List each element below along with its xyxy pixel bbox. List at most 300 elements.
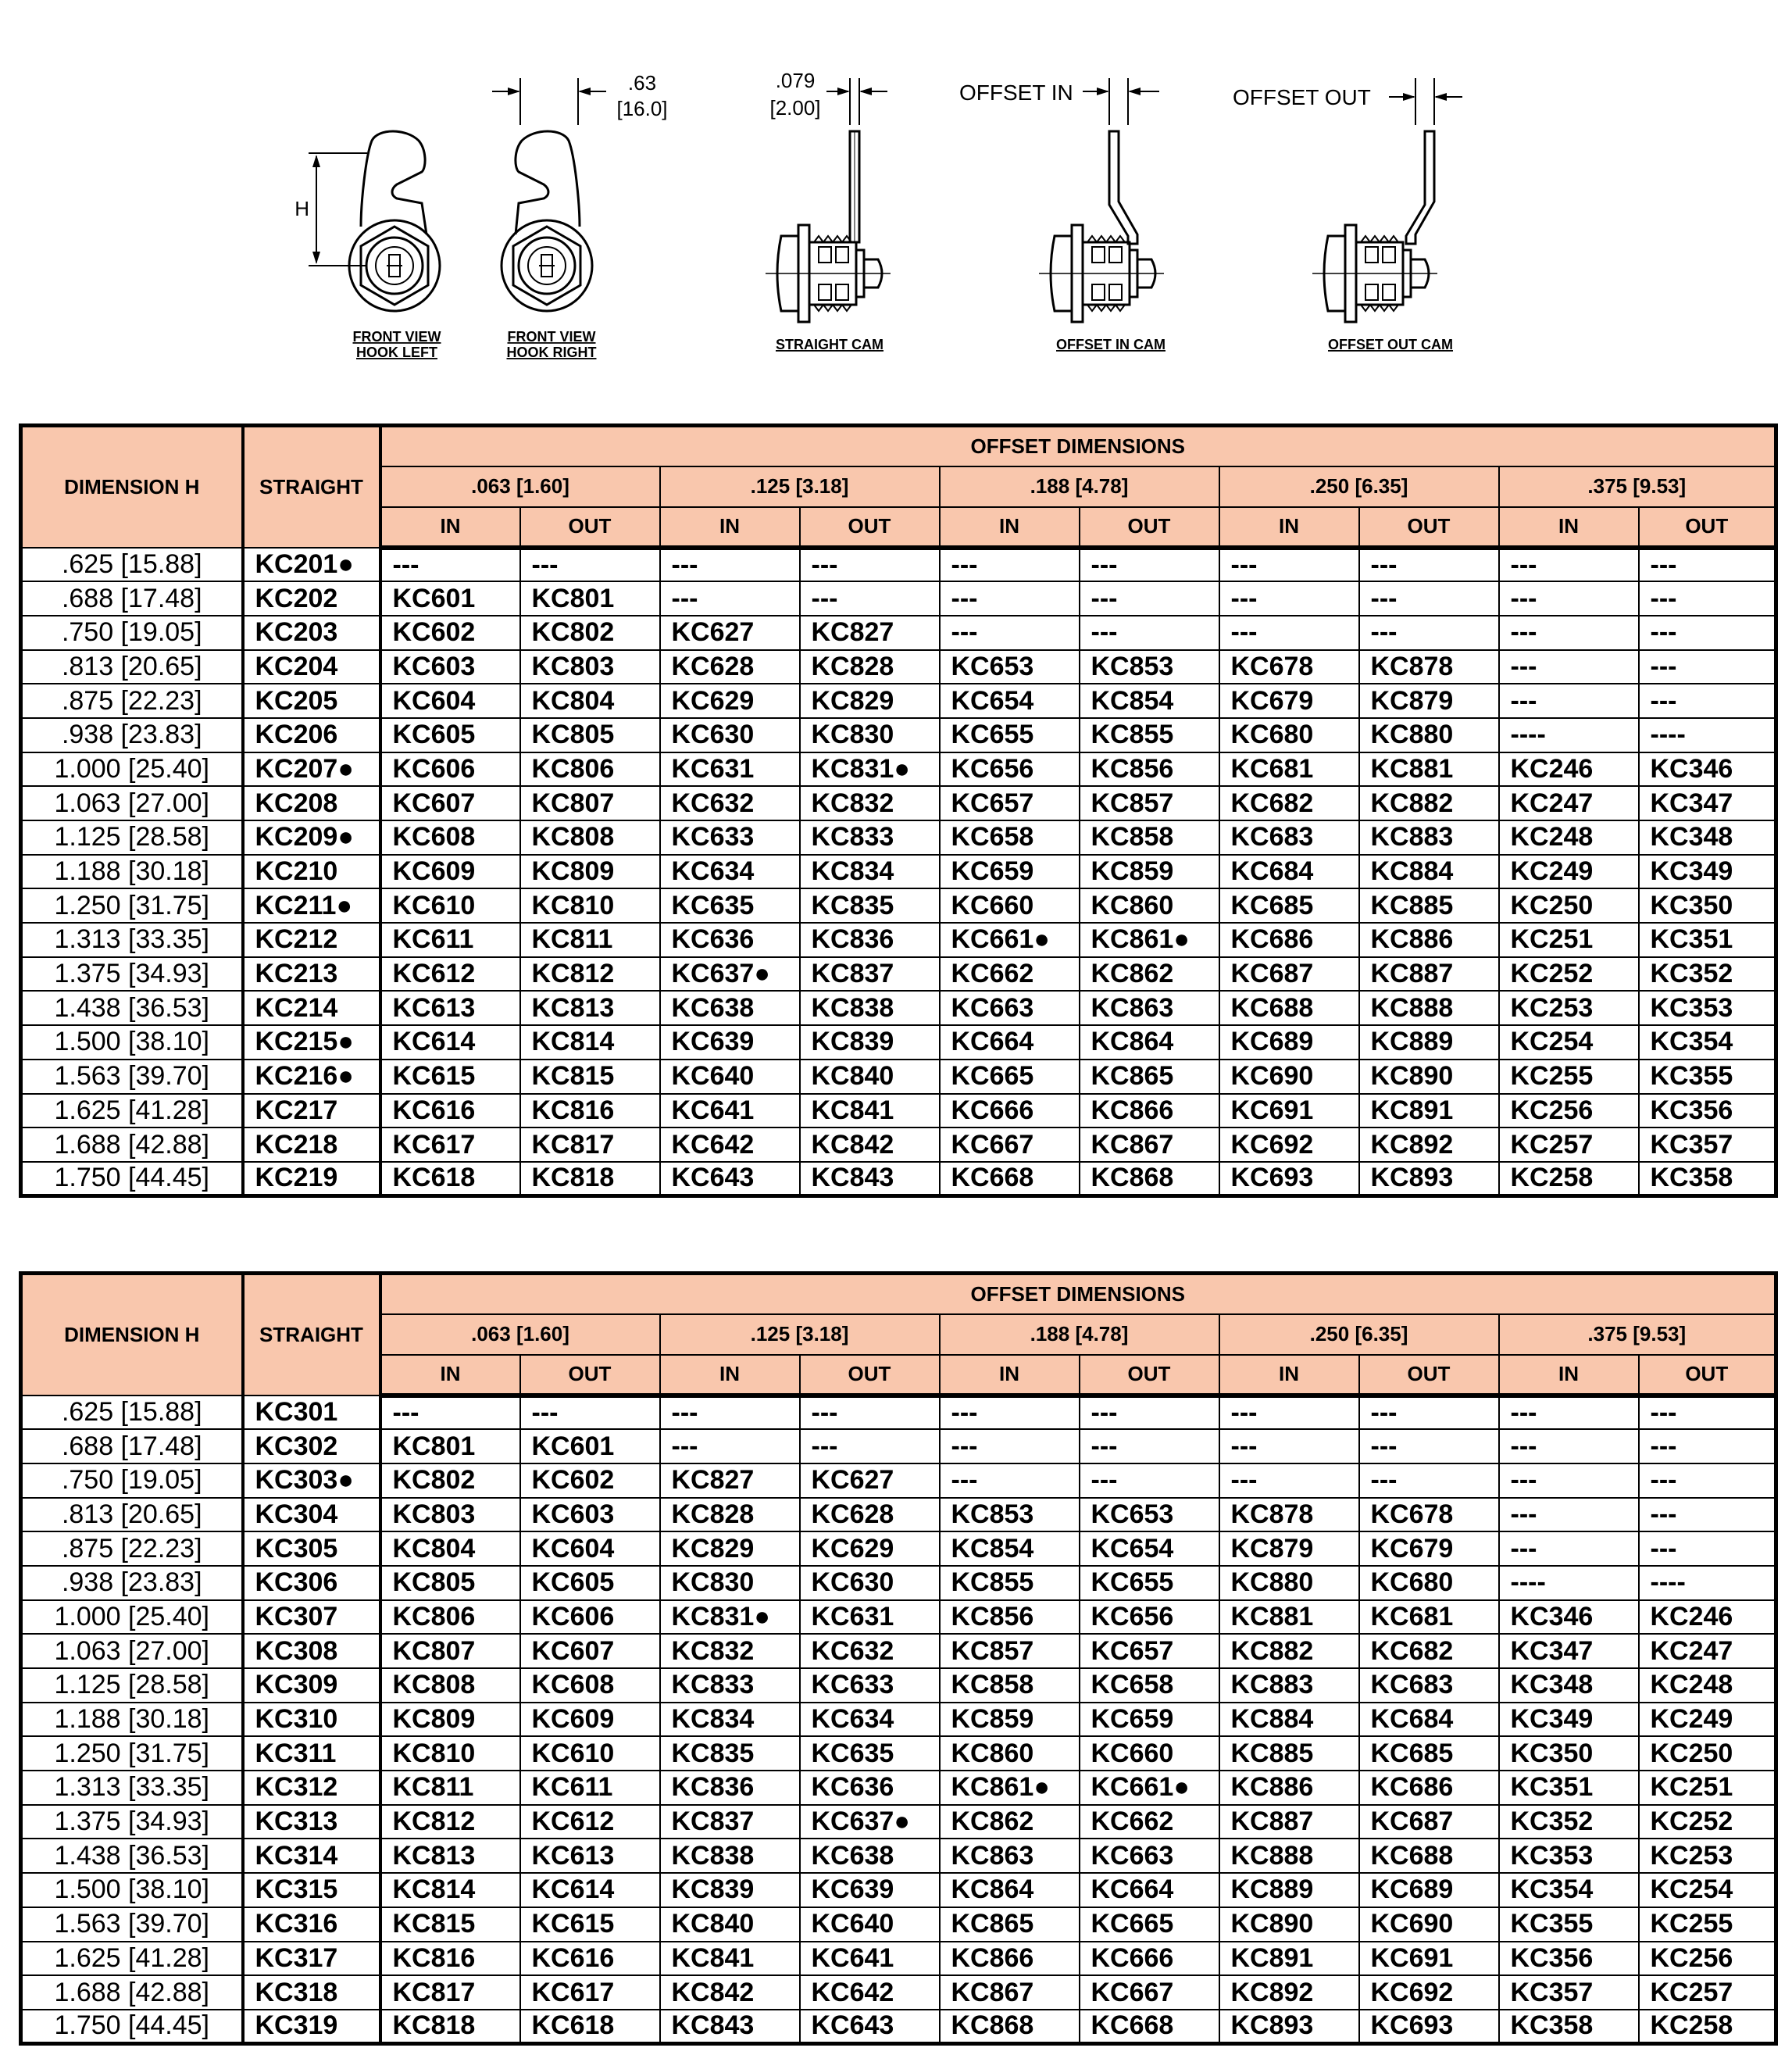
offset-part-cell: KC668 xyxy=(940,1162,1080,1196)
header-in: IN xyxy=(1219,507,1359,548)
offset-in-cam-drawing xyxy=(1039,78,1164,322)
offset-part-cell: KC618 xyxy=(520,2010,660,2044)
offset-part-cell: KC867 xyxy=(1080,1127,1219,1162)
offset-part-cell: --- xyxy=(1639,684,1776,718)
offset-part-cell: KC882 xyxy=(1359,786,1499,820)
caption-offset-out-cam: OFFSET OUT CAM xyxy=(1328,337,1453,352)
offset-part-cell: KC805 xyxy=(520,718,660,752)
dimension-h-cell: .625 [15.88] xyxy=(21,548,243,582)
offset-part-cell: KC358 xyxy=(1639,1162,1776,1196)
header-out: OUT xyxy=(1080,507,1219,548)
offset-part-cell: KC251 xyxy=(1499,923,1639,957)
offset-part-cell: KC247 xyxy=(1639,1634,1776,1668)
dimension-h-cell: .938 [23.83] xyxy=(21,718,243,752)
offset-part-cell: KC604 xyxy=(380,684,520,718)
offset-part-cell: KC853 xyxy=(940,1498,1080,1532)
table-row xyxy=(21,1668,1776,1703)
offset-part-cell: KC862 xyxy=(940,1805,1080,1839)
offset-part-cell: KC810 xyxy=(520,888,660,923)
header-out: OUT xyxy=(1639,507,1776,548)
offset-part-cell: KC680 xyxy=(1359,1566,1499,1600)
offset-part-cell: KC814 xyxy=(520,1025,660,1060)
offset-part-cell: --- xyxy=(660,581,800,616)
offset-part-cell: --- xyxy=(940,1463,1080,1498)
offset-part-cell: KC666 xyxy=(940,1094,1080,1128)
offset-part-cell: KC864 xyxy=(940,1873,1080,1907)
header-out: OUT xyxy=(1359,1355,1499,1396)
offset-part-cell: KC608 xyxy=(520,1668,660,1703)
table-row xyxy=(21,855,1776,889)
offset-part-cell: KC881 xyxy=(1219,1600,1359,1635)
offset-part-cell: KC615 xyxy=(380,1060,520,1094)
dimension-h-cell: .813 [20.65] xyxy=(21,1498,243,1532)
offset-part-cell: KC249 xyxy=(1639,1703,1776,1737)
table-row xyxy=(21,1463,1776,1498)
offset-part-cell: KC661● xyxy=(1080,1771,1219,1805)
offset-part-cell: KC842 xyxy=(660,1975,800,2010)
offset-part-cell: KC802 xyxy=(380,1463,520,1498)
header-straight: STRAIGHT xyxy=(243,1274,380,1396)
offset-part-cell: --- xyxy=(520,1396,660,1430)
offset-part-cell: KC605 xyxy=(520,1566,660,1600)
table-row xyxy=(21,752,1776,787)
table-row xyxy=(21,581,1776,616)
offset-part-cell: KC659 xyxy=(940,855,1080,889)
front-view-hook-right-drawing xyxy=(492,78,606,311)
offset-part-cell: KC833 xyxy=(800,820,940,855)
table-row xyxy=(21,1531,1776,1566)
offset-part-cell: KC629 xyxy=(660,684,800,718)
header-out: OUT xyxy=(520,507,660,548)
offset-part-cell: KC810 xyxy=(380,1736,520,1771)
offset-part-cell: --- xyxy=(1080,616,1219,650)
caption-offset-in-cam: OFFSET IN CAM xyxy=(1056,337,1166,352)
offset-part-cell: --- xyxy=(1359,1429,1499,1463)
offset-part-cell: KC610 xyxy=(380,888,520,923)
offset-part-cell: KC346 xyxy=(1639,752,1776,787)
offset-part-cell: KC246 xyxy=(1499,752,1639,787)
offset-part-cell: KC864 xyxy=(1080,1025,1219,1060)
offset-part-cell: KC890 xyxy=(1359,1060,1499,1094)
dimension-h-label: H xyxy=(295,197,309,220)
offset-part-cell: KC618 xyxy=(380,1162,520,1196)
offset-part-cell: KC683 xyxy=(1219,820,1359,855)
offset-part-cell: KC818 xyxy=(520,1162,660,1196)
offset-part-cell: --- xyxy=(800,581,940,616)
table-row xyxy=(21,1771,1776,1805)
table-row xyxy=(21,2010,1776,2044)
offset-part-cell: KC611 xyxy=(380,923,520,957)
offset-part-cell: KC802 xyxy=(520,616,660,650)
offset-part-cell: KC854 xyxy=(940,1531,1080,1566)
offset-part-cell: KC803 xyxy=(520,650,660,684)
offset-part-cell: KC830 xyxy=(660,1566,800,1600)
offset-part-cell: KC253 xyxy=(1639,1839,1776,1873)
header-offset-125: .125 [3.18] xyxy=(660,466,940,507)
table-row xyxy=(21,1060,1776,1094)
offset-part-cell: --- xyxy=(1639,1531,1776,1566)
dimension-h-cell: 1.750 [44.45] xyxy=(21,1162,243,1196)
offset-part-cell: KC856 xyxy=(1080,752,1219,787)
offset-part-cell: --- xyxy=(1080,581,1219,616)
dimension-h-cell: 1.375 [34.93] xyxy=(21,957,243,992)
header-offset-125: .125 [3.18] xyxy=(660,1314,940,1355)
offset-part-cell: --- xyxy=(1359,548,1499,582)
dimension-h-cell: 1.250 [31.75] xyxy=(21,1736,243,1771)
offset-part-cell: KC878 xyxy=(1219,1498,1359,1532)
offset-part-cell: KC679 xyxy=(1359,1531,1499,1566)
offset-part-cell: KC858 xyxy=(1080,820,1219,855)
dimension-h-cell: 1.500 [38.10] xyxy=(21,1873,243,1907)
straight-part-cell: KC211● xyxy=(243,888,380,923)
header-in: IN xyxy=(940,507,1080,548)
offset-part-cell: KC616 xyxy=(520,1942,660,1976)
offset-part-cell: KC689 xyxy=(1359,1873,1499,1907)
offset-part-cell: KC617 xyxy=(520,1975,660,2010)
offset-part-cell: KC841 xyxy=(660,1942,800,1976)
offset-part-cell: ---- xyxy=(1639,718,1776,752)
offset-part-cell: KC682 xyxy=(1359,1634,1499,1668)
header-out: OUT xyxy=(1639,1355,1776,1396)
offset-part-cell: --- xyxy=(1499,1531,1639,1566)
offset-part-cell: KC613 xyxy=(380,991,520,1025)
offset-part-cell: KC815 xyxy=(380,1907,520,1942)
offset-part-cell: KC863 xyxy=(1080,991,1219,1025)
offset-part-cell: KC839 xyxy=(660,1873,800,1907)
offset-part-cell: KC656 xyxy=(1080,1600,1219,1635)
header-offset-dimensions: OFFSET DIMENSIONS xyxy=(380,1274,1776,1314)
offset-part-cell: KC654 xyxy=(1080,1531,1219,1566)
offset-part-cell: KC642 xyxy=(660,1127,800,1162)
offset-part-cell: KC605 xyxy=(380,718,520,752)
table-row xyxy=(21,1907,1776,1942)
offset-part-cell: KC863 xyxy=(940,1839,1080,1873)
offset-part-cell: --- xyxy=(940,581,1080,616)
straight-part-cell: KC314 xyxy=(243,1839,380,1873)
offset-part-cell: KC684 xyxy=(1219,855,1359,889)
offset-part-cell: KC692 xyxy=(1359,1975,1499,2010)
offset-part-cell: KC682 xyxy=(1219,786,1359,820)
cam-thickness-mm-label: [2.00] xyxy=(769,96,821,120)
straight-part-cell: KC309 xyxy=(243,1668,380,1703)
offset-part-cell: KC882 xyxy=(1219,1634,1359,1668)
table-row xyxy=(21,923,1776,957)
offset-part-cell: KC637● xyxy=(800,1805,940,1839)
offset-part-cell: KC866 xyxy=(1080,1094,1219,1128)
offset-part-cell: --- xyxy=(660,1429,800,1463)
offset-part-cell: KC836 xyxy=(660,1771,800,1805)
offset-part-cell: --- xyxy=(1499,684,1639,718)
straight-part-cell: KC304 xyxy=(243,1498,380,1532)
offset-part-cell: KC841 xyxy=(800,1094,940,1128)
offset-part-cell: --- xyxy=(380,548,520,582)
offset-part-cell: KC687 xyxy=(1219,957,1359,992)
dimension-h-cell: .875 [22.23] xyxy=(21,684,243,718)
offset-part-cell: KC816 xyxy=(380,1942,520,1976)
dimension-h-cell: 1.313 [33.35] xyxy=(21,1771,243,1805)
offset-part-cell: KC817 xyxy=(520,1127,660,1162)
offset-part-cell: KC351 xyxy=(1639,923,1776,957)
offset-part-cell: --- xyxy=(1499,1429,1639,1463)
straight-part-cell: KC303● xyxy=(243,1463,380,1498)
offset-part-cell: KC880 xyxy=(1359,718,1499,752)
offset-out-label: OFFSET OUT xyxy=(1233,85,1371,109)
table-row xyxy=(21,1094,1776,1128)
offset-part-cell: --- xyxy=(800,548,940,582)
offset-part-cell: KC893 xyxy=(1219,2010,1359,2044)
offset-part-cell: KC685 xyxy=(1359,1736,1499,1771)
offset-part-cell: ---- xyxy=(1499,718,1639,752)
offset-part-cell: KC867 xyxy=(940,1975,1080,2010)
offset-part-cell: --- xyxy=(520,548,660,582)
offset-part-cell: KC839 xyxy=(800,1025,940,1060)
straight-part-cell: KC214 xyxy=(243,991,380,1025)
offset-part-cell: --- xyxy=(1499,616,1639,650)
offset-part-cell: KC667 xyxy=(940,1127,1080,1162)
offset-part-cell: KC612 xyxy=(380,957,520,992)
header-out: OUT xyxy=(800,507,940,548)
offset-part-cell: KC837 xyxy=(660,1805,800,1839)
offset-part-cell: KC855 xyxy=(1080,718,1219,752)
offset-part-cell: KC893 xyxy=(1359,1162,1499,1196)
offset-part-cell: KC352 xyxy=(1499,1805,1639,1839)
offset-part-cell: KC843 xyxy=(660,2010,800,2044)
offset-part-cell: KC688 xyxy=(1359,1839,1499,1873)
offset-part-cell: KC629 xyxy=(800,1531,940,1566)
offset-part-cell: KC884 xyxy=(1219,1703,1359,1737)
offset-part-cell: KC686 xyxy=(1359,1771,1499,1805)
offset-part-cell: KC834 xyxy=(800,855,940,889)
offset-part-cell: KC643 xyxy=(660,1162,800,1196)
offset-part-cell: KC878 xyxy=(1359,650,1499,684)
dimension-h-cell: .688 [17.48] xyxy=(21,1429,243,1463)
offset-part-cell: KC885 xyxy=(1359,888,1499,923)
offset-part-cell: KC611 xyxy=(520,1771,660,1805)
offset-part-cell: KC886 xyxy=(1359,923,1499,957)
offset-part-cell: KC883 xyxy=(1359,820,1499,855)
straight-part-cell: KC203 xyxy=(243,616,380,650)
offset-part-cell: KC662 xyxy=(1080,1805,1219,1839)
offset-part-cell: KC257 xyxy=(1499,1127,1639,1162)
table-row xyxy=(21,1634,1776,1668)
offset-part-cell: KC604 xyxy=(520,1531,660,1566)
offset-part-cell: KC666 xyxy=(1080,1942,1219,1976)
offset-part-cell: KC816 xyxy=(520,1094,660,1128)
dimension-h-cell: .750 [19.05] xyxy=(21,616,243,650)
offset-part-cell: --- xyxy=(1499,1463,1639,1498)
offset-part-cell: KC842 xyxy=(800,1127,940,1162)
offset-part-cell: KC628 xyxy=(660,650,800,684)
offset-part-cell: KC690 xyxy=(1359,1907,1499,1942)
offset-part-cell: KC655 xyxy=(940,718,1080,752)
offset-part-cell: KC603 xyxy=(520,1498,660,1532)
offset-part-cell: KC632 xyxy=(800,1634,940,1668)
offset-part-cell: --- xyxy=(1080,1429,1219,1463)
offset-part-cell: KC879 xyxy=(1219,1531,1359,1566)
offset-part-cell: KC258 xyxy=(1499,1162,1639,1196)
offset-part-cell: KC355 xyxy=(1499,1907,1639,1942)
offset-part-cell: KC678 xyxy=(1359,1498,1499,1532)
table-row xyxy=(21,1839,1776,1873)
offset-part-cell: KC886 xyxy=(1219,1771,1359,1805)
dimension-h-cell: 1.500 [38.10] xyxy=(21,1025,243,1060)
offset-part-cell: KC812 xyxy=(520,957,660,992)
straight-part-cell: KC217 xyxy=(243,1094,380,1128)
offset-part-cell: KC883 xyxy=(1219,1668,1359,1703)
offset-part-cell: KC356 xyxy=(1639,1094,1776,1128)
dimension-h-cell: .938 [23.83] xyxy=(21,1566,243,1600)
offset-part-cell: KC659 xyxy=(1080,1703,1219,1737)
table-row xyxy=(21,1873,1776,1907)
straight-part-cell: KC301 xyxy=(243,1396,380,1430)
offset-part-cell: KC348 xyxy=(1499,1668,1639,1703)
offset-part-cell: KC357 xyxy=(1639,1127,1776,1162)
offset-part-cell: KC680 xyxy=(1219,718,1359,752)
offset-part-cell: KC613 xyxy=(520,1839,660,1873)
dimension-h-cell: 1.563 [39.70] xyxy=(21,1060,243,1094)
offset-part-cell: --- xyxy=(1080,1463,1219,1498)
table-row xyxy=(21,1162,1776,1196)
offset-part-cell: KC838 xyxy=(800,991,940,1025)
offset-part-cell: KC681 xyxy=(1219,752,1359,787)
straight-part-cell: KC319 xyxy=(243,2010,380,2044)
offset-part-cell: KC349 xyxy=(1639,855,1776,889)
offset-part-cell: --- xyxy=(1639,1396,1776,1430)
dimension-h-cell: 1.688 [42.88] xyxy=(21,1127,243,1162)
offset-part-cell: KC880 xyxy=(1219,1566,1359,1600)
offset-part-cell: --- xyxy=(660,1396,800,1430)
offset-part-cell: KC865 xyxy=(1080,1060,1219,1094)
offset-part-cell: KC658 xyxy=(940,820,1080,855)
offset-part-cell: KC352 xyxy=(1639,957,1776,992)
offset-part-cell: KC879 xyxy=(1359,684,1499,718)
offset-out-cam-drawing xyxy=(1312,78,1462,322)
straight-part-cell: KC305 xyxy=(243,1531,380,1566)
offset-part-cell: KC853 xyxy=(1080,650,1219,684)
offset-part-cell: KC348 xyxy=(1639,820,1776,855)
offset-part-cell: KC661● xyxy=(940,923,1080,957)
offset-part-cell: KC665 xyxy=(1080,1907,1219,1942)
offset-part-cell: KC353 xyxy=(1639,991,1776,1025)
offset-part-cell: KC829 xyxy=(800,684,940,718)
offset-part-cell: KC628 xyxy=(800,1498,940,1532)
offset-part-cell: --- xyxy=(1639,616,1776,650)
straight-part-cell: KC212 xyxy=(243,923,380,957)
offset-part-cell: KC346 xyxy=(1499,1600,1639,1635)
straight-part-cell: KC308 xyxy=(243,1634,380,1668)
offset-part-cell: KC638 xyxy=(660,991,800,1025)
offset-part-cell: KC616 xyxy=(380,1094,520,1128)
offset-part-cell: KC681 xyxy=(1359,1600,1499,1635)
offset-part-cell: KC640 xyxy=(660,1060,800,1094)
offset-part-cell: KC808 xyxy=(520,820,660,855)
header-offset-250: .250 [6.35] xyxy=(1219,466,1499,507)
table-row xyxy=(21,1429,1776,1463)
offset-part-cell: KC887 xyxy=(1219,1805,1359,1839)
table-row xyxy=(21,991,1776,1025)
offset-part-cell: KC655 xyxy=(1080,1566,1219,1600)
offset-part-cell: KC638 xyxy=(800,1839,940,1873)
offset-in-label: OFFSET IN xyxy=(959,80,1073,105)
header-in: IN xyxy=(660,1355,800,1396)
dimension-h-cell: .688 [17.48] xyxy=(21,581,243,616)
offset-part-cell: KC347 xyxy=(1499,1634,1639,1668)
offset-part-cell: KC354 xyxy=(1639,1025,1776,1060)
offset-part-cell: KC639 xyxy=(660,1025,800,1060)
cam-lock-drawings xyxy=(0,0,1792,406)
offset-part-cell: KC664 xyxy=(940,1025,1080,1060)
offset-part-cell: KC635 xyxy=(800,1736,940,1771)
offset-part-cell: KC607 xyxy=(520,1634,660,1668)
offset-part-cell: KC617 xyxy=(380,1127,520,1162)
straight-part-cell: KC302 xyxy=(243,1429,380,1463)
offset-part-cell: KC686 xyxy=(1219,923,1359,957)
offset-part-cell: KC838 xyxy=(660,1839,800,1873)
offset-part-cell: KC640 xyxy=(800,1907,940,1942)
offset-part-cell: --- xyxy=(1639,548,1776,582)
offset-part-cell: KC641 xyxy=(660,1094,800,1128)
offset-part-cell: KC807 xyxy=(520,786,660,820)
offset-part-cell: KC809 xyxy=(380,1703,520,1737)
offset-part-cell: KC691 xyxy=(1359,1942,1499,1976)
offset-part-cell: KC813 xyxy=(380,1839,520,1873)
offset-part-cell: KC832 xyxy=(660,1634,800,1668)
offset-part-cell: KC630 xyxy=(660,718,800,752)
offset-part-cell: KC609 xyxy=(520,1703,660,1737)
offset-part-cell: KC633 xyxy=(660,820,800,855)
header-offset-063: .063 [1.60] xyxy=(380,1314,660,1355)
dimension-h-cell: 1.625 [41.28] xyxy=(21,1094,243,1128)
offset-part-cell: KC678 xyxy=(1219,650,1359,684)
offset-part-cell: KC663 xyxy=(1080,1839,1219,1873)
offset-part-cell: --- xyxy=(1219,1396,1359,1430)
header-in: IN xyxy=(1499,507,1639,548)
straight-part-cell: KC207● xyxy=(243,752,380,787)
header-offset-375: .375 [9.53] xyxy=(1499,1314,1776,1355)
header-straight: STRAIGHT xyxy=(243,426,380,548)
offset-part-cell: KC601 xyxy=(520,1429,660,1463)
straight-part-cell: KC218 xyxy=(243,1127,380,1162)
offset-part-cell: --- xyxy=(1219,1463,1359,1498)
table-row xyxy=(21,684,1776,718)
offset-part-cell: KC806 xyxy=(380,1600,520,1635)
offset-part-cell: KC840 xyxy=(800,1060,940,1094)
offset-part-cell: --- xyxy=(1639,650,1776,684)
offset-part-cell: KC249 xyxy=(1499,855,1639,889)
offset-part-cell: KC246 xyxy=(1639,1600,1776,1635)
offset-part-cell: KC664 xyxy=(1080,1873,1219,1907)
header-in: IN xyxy=(1219,1355,1359,1396)
offset-part-cell: --- xyxy=(1359,581,1499,616)
dimension-h-cell: 1.063 [27.00] xyxy=(21,786,243,820)
offset-part-cell: KC858 xyxy=(940,1668,1080,1703)
header-offset-375: .375 [9.53] xyxy=(1499,466,1776,507)
offset-part-cell: KC610 xyxy=(520,1736,660,1771)
offset-part-cell: KC643 xyxy=(800,2010,940,2044)
offset-part-cell: KC805 xyxy=(380,1566,520,1600)
offset-part-cell: KC892 xyxy=(1359,1127,1499,1162)
offset-part-cell: KC679 xyxy=(1219,684,1359,718)
offset-part-cell: KC608 xyxy=(380,820,520,855)
offset-part-cell: KC817 xyxy=(380,1975,520,2010)
table-1-body xyxy=(21,548,1776,1196)
offset-part-cell: KC658 xyxy=(1080,1668,1219,1703)
offset-part-cell: KC602 xyxy=(380,616,520,650)
offset-part-cell: --- xyxy=(1499,650,1639,684)
offset-part-cell: KC801 xyxy=(380,1429,520,1463)
straight-part-cell: KC307 xyxy=(243,1600,380,1635)
header-offset-dimensions: OFFSET DIMENSIONS xyxy=(380,426,1776,466)
